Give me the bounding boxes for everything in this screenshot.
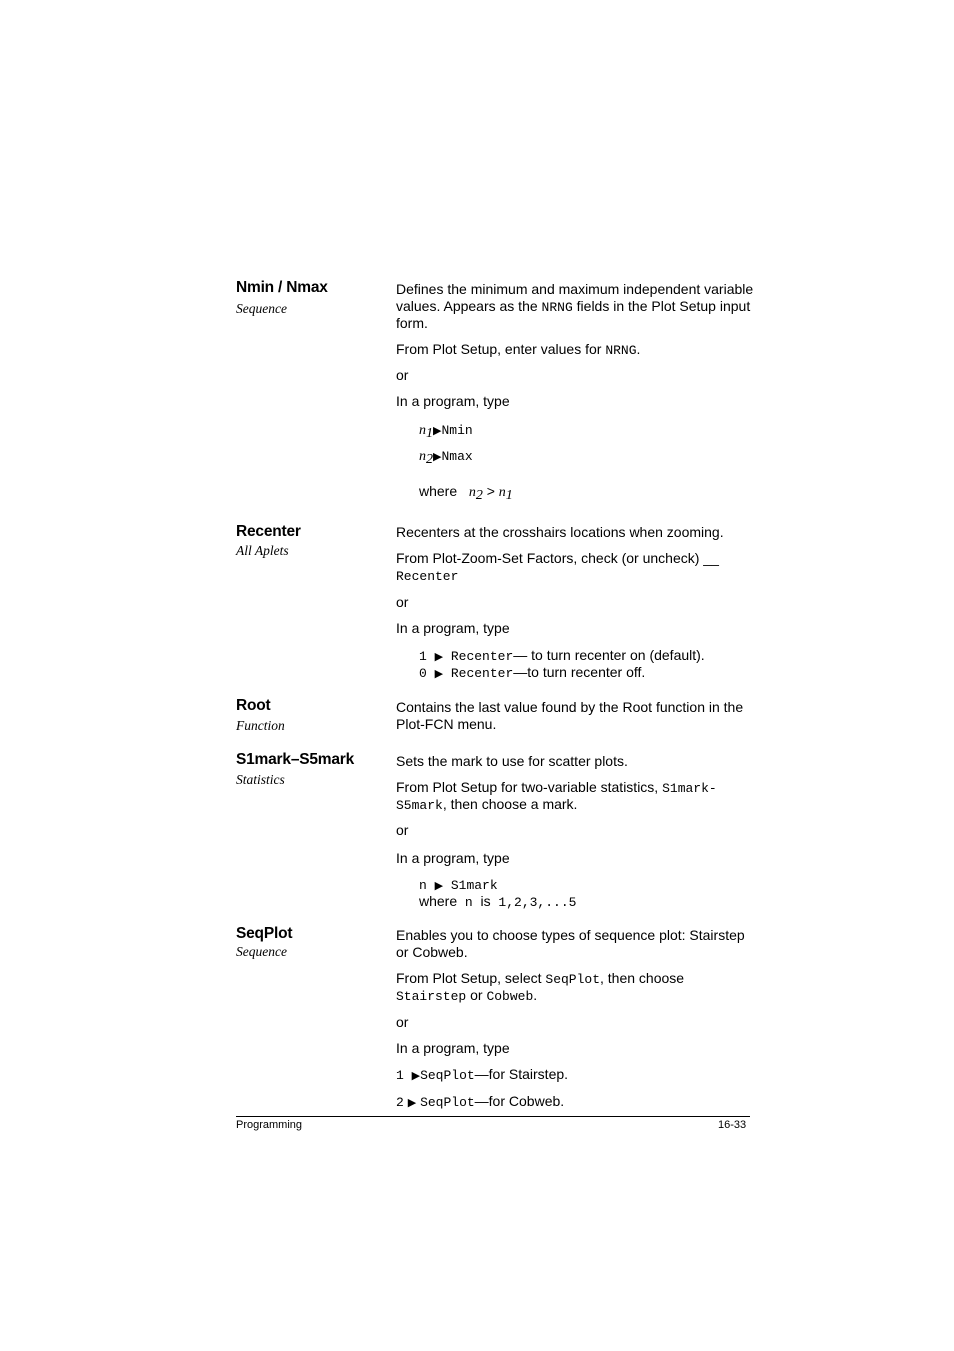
nmin-desc-line2: values. Appears as the NRNG fields in the Plot Setup input <box>396 298 751 315</box>
nmin-code-line1: $n_1▶Nmin$ <box>419 423 473 441</box>
seqplot-option-cobweb: 2 ▶ SeqPlot—for Cobweb. <box>396 1093 565 1110</box>
recenter-option-on: 1 ▶ Recenter— to turn recenter on (default). <box>419 647 705 664</box>
s1mark-from-line1: From Plot Setup for two-variable statistics, S1mark- <box>396 779 717 796</box>
nmin-desc-line3: form. <box>396 315 428 331</box>
nmin-from: From Plot Setup, enter values for NRNG. <box>396 341 641 358</box>
term-recenter: Recenter <box>236 523 301 540</box>
recenter-option-off: 0 ▶ Recenter—to turn recenter off. <box>419 664 646 681</box>
store-arrow-icon: ▶ <box>433 425 442 437</box>
recenter-from-code: Recenter <box>396 569 459 584</box>
store-arrow-icon: ▶ <box>411 1070 421 1082</box>
s1mark-where: where n is 1,2,3,...5 <box>419 893 577 910</box>
s1mark-desc: Sets the mark to use for scatter plots. <box>396 753 628 769</box>
nmin-program: In a program, type <box>396 393 510 409</box>
category-sequence: Sequence <box>236 301 287 316</box>
footer-page-number: 16-33 <box>718 1119 747 1131</box>
store-arrow-icon: ▶ <box>433 451 442 463</box>
s1mark-code-line: n ▶ S1mark <box>419 878 498 893</box>
nmin-where: where $n_2 > n_1$ <box>419 483 513 503</box>
seqplot-from-line2: Stairstep or Cobweb. <box>396 987 538 1004</box>
store-arrow-icon: ▶ <box>407 1097 417 1109</box>
nmin-or: or <box>396 367 409 383</box>
category-function: Function <box>236 718 285 733</box>
recenter-program: In a program, type <box>396 620 510 636</box>
seqplot-desc-line2: or Cobweb. <box>396 944 468 960</box>
category-statistics: Statistics <box>236 772 285 787</box>
store-arrow-icon: ▶ <box>434 651 444 663</box>
category-all-aplets: All Aplets <box>236 543 289 558</box>
store-arrow-icon: ▶ <box>434 668 444 680</box>
root-desc-line1: Contains the last value found by the Root function in the <box>396 699 744 715</box>
seqplot-desc-line1: Enables you to choose types of sequence plot: Stairstep <box>396 927 745 943</box>
nmin-code-line2: $n_2▶Nmax$ <box>419 449 473 467</box>
seqplot-from-line1: From Plot Setup, select SeqPlot, then choose <box>396 970 685 987</box>
recenter-desc: Recenters at the crosshairs locations when zooming. <box>396 524 724 540</box>
footer-chapter: Programming <box>236 1119 303 1131</box>
term-root: Root <box>236 697 271 714</box>
category-sequence: Sequence <box>236 944 287 959</box>
seqplot-option-stairstep: 1 ▶SeqPlot—for Stairstep. <box>396 1066 569 1083</box>
store-arrow-icon: ▶ <box>434 880 444 892</box>
recenter-from: From Plot-Zoom-Set Factors, check (or uncheck) __ <box>396 550 719 566</box>
s1mark-or: or <box>396 822 409 838</box>
seqplot-or: or <box>396 1014 409 1030</box>
term-nmin-nmax: Nmin / Nmax <box>236 279 328 296</box>
footer-rule <box>236 1116 750 1117</box>
recenter-or: or <box>396 594 409 610</box>
seqplot-program: In a program, type <box>396 1040 510 1056</box>
nmin-desc-line1: Defines the minimum and maximum independent variable <box>396 281 754 297</box>
root-desc-line2: Plot-FCN menu. <box>396 716 497 732</box>
s1mark-program: In a program, type <box>396 850 510 866</box>
term-seqplot: SeqPlot <box>236 925 293 942</box>
term-s1mark-s5mark: S1mark–S5mark <box>236 751 355 768</box>
s1mark-from-line2: S5mark, then choose a mark. <box>396 796 578 813</box>
